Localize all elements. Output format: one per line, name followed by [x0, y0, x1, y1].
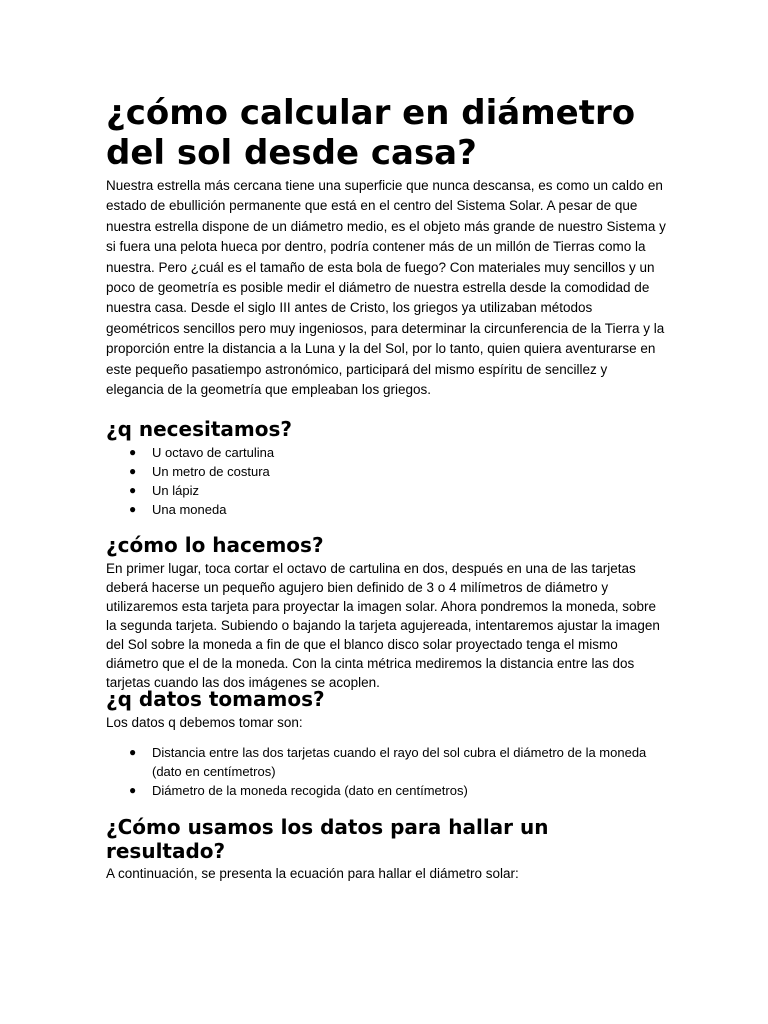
data-list	[106, 743, 666, 800]
section-necesitamos	[106, 417, 666, 519]
section-heading: ¿q datos tomamos?	[106, 687, 325, 711]
bullet-icon: ●	[129, 745, 137, 760]
data-intro-text: Los datos q debemos tomar son:	[106, 715, 303, 730]
section-hacemos	[106, 533, 666, 692]
list-item: ● U octavo de cartulina	[129, 445, 275, 460]
equation-intro-text: A continuación, se presenta la ecuación para hallar el diámetro solar:	[106, 866, 519, 881]
list-item: ● Un lápiz	[129, 483, 199, 498]
procedure-paragraph: En primer lugar, toca cortar el octavo de cartulina en dos, después en una de las tarjetas deberá hacerse un pequeño agujero bien definido de 3 o 4 milímetros de diámetro y utilizaremos esta tarjeta para proyectar la imagen solar. Ahora pondremos la moneda, sobre la segunda tarjeta. Subiendo o bajando la tarjeta agujereada, intentaremos ajustar la imagen del Sol sobre la moneda a fin de que el blanco disco solar proyectado tenga el mismo diámetro que el de la moneda. Con la cinta métrica mediremos la distancia entre las dos tarjetas cuando las dos imágenes se acoplen.	[106, 561, 660, 690]
list-item: ● Un metro de costura	[129, 464, 270, 479]
intro-paragraph: Nuestra estrella más cercana tiene una superficie que nunca descansa, es como un caldo en estado de ebullición permanente que está en el centro del Sistema Solar. A pesar de que nuestra estrella dispone de un diámetro medio, es el objeto más grande de nuestro Sistema y si fuera una pelota hueca por dentro, podría contener más de un millón de Tierras como la nuestra. Pero ¿cuál es el tamaño de esta bola de fuego? Con materiales muy sencillos y un poco de geometría es posible medir el diámetro de nuestra estrella desde la comodidad de nuestra casa. Desde el siglo III antes de Cristo, los griegos ya utilizaban métodos geométricos sencillos pero muy ingeniosos, para determinar la circunferencia de la Tierra y la proporción entre la distancia a la Luna y la del Sol, por lo tanto, quien quiera aventurarse en este pequeño pasatiempo astronómico, participará del mismo espíritu de sencillez y elegancia de la geometría que empleaban los griegos.	[106, 178, 666, 398]
section-datos	[106, 687, 666, 800]
document-title: ¿cómo calcular en diámetro del sol desde casa?	[106, 93, 636, 173]
bullet-icon: ●	[129, 483, 137, 497]
section-heading: ¿Cómo usamos los datos para hallar un resultado?	[106, 815, 549, 863]
list-item: ● Una moneda	[129, 502, 227, 517]
bullet-icon: ●	[129, 445, 137, 459]
list-item: ● Diámetro de la moneda recogida (dato en centímetros)	[129, 783, 468, 799]
bullet-icon: ●	[129, 464, 137, 478]
section-heading: ¿cómo lo hacemos?	[106, 533, 324, 557]
bullet-icon: ●	[129, 502, 137, 516]
section-heading: ¿q necesitamos?	[106, 417, 293, 441]
materials-list	[106, 443, 666, 519]
bullet-icon: ●	[129, 783, 137, 798]
section-usamos	[106, 815, 666, 884]
list-item: ● Distancia entre las dos tarjetas cuando el rayo del sol cubra el diámetro de la moneda (dato en centímetros)	[129, 745, 647, 780]
